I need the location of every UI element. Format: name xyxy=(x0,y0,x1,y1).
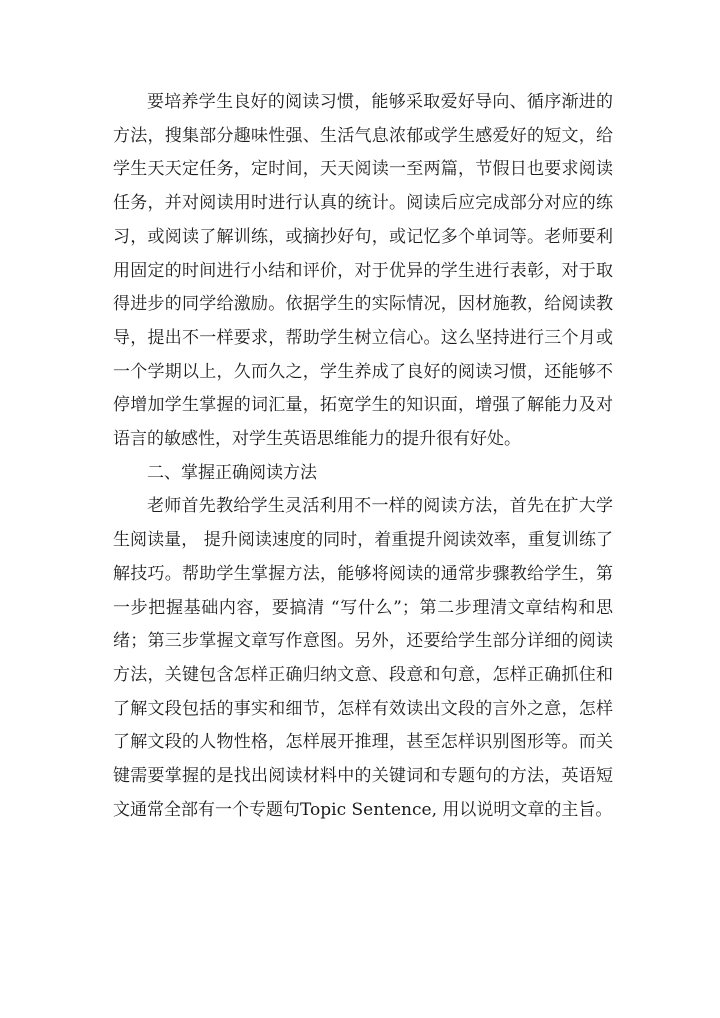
paragraph-reading-methods: 老师首先教给学生灵活利用不一样的阅读方法，首先在扩大学生阅读量， 提升阅读速度的同时，着重提升阅读效率，重复训练了解技巧。帮助学生掌握方法，能够将阅读的通常步骤教给学生，第一步把握基础内容，要搞清 “写什么”；第二步理清文章结构和思绪；第三步掌握文章写作意图。另外，还要给学生部分详细的阅读方法，关键包含怎样正确归纳文意、段意和句意，怎样正确抓住和了解文段包括的事实和细节，怎样有效读出文段的言外之意，怎样了解文段的人物性格，怎样展开推理，甚至怎样识别图形等。而关键需要掌握的是找出阅读材料中的关键词和专题句的方法，英语短文通常全部有一个专题句Topic Sentence, 用以说明文章的主旨。 xyxy=(113,496,613,820)
document-body xyxy=(113,86,613,827)
section-heading: 二、掌握正确阅读方法 xyxy=(147,462,317,483)
paragraph-reading-habits: 要培养学生良好的阅读习惯，能够采取爱好导向、循序渐进的方法，搜集部分趣味性强、生活气息浓郁或学生感爱好的短文，给学生天天定任务，定时间，天天阅读一至两篇，节假日也要求阅读任务，并对阅读用时进行认真的统计。阅读后应完成部分对应的练习，或阅读了解训练，或摘抄好句，或记忆多个单词等。老师要利用固定的时间进行小结和评价，对于优异的学生进行表彰，对于取得进步的同学给激励。依据学生的实际情况，因材施教，给阅读教导，提出不一样要求，帮助学生树立信心。这么坚持进行三个月或一个学期以上，久而久之，学生养成了良好的阅读习惯，还能够不停增加学生掌握的词汇量，拓宽学生的知识面，增强了解能力及对语言的敏感性，对学生英语思维能力的提升很有好处。 xyxy=(113,92,613,450)
